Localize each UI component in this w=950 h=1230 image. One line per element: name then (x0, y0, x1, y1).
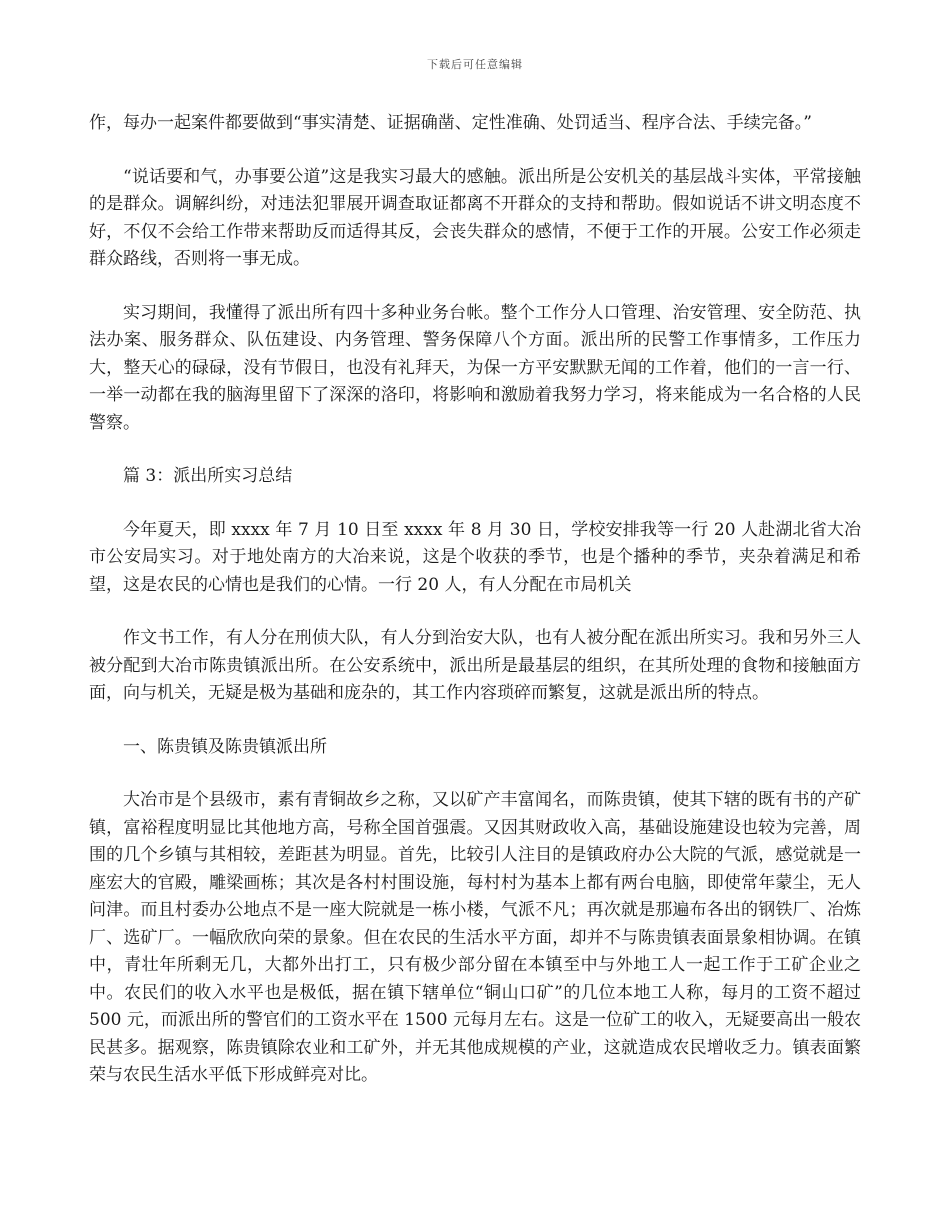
paragraph: “说话要和气，办事要公道”这是我实习最大的感触。派出所是公安机关的基层战斗实体，平常接触的是群众。调解纠纷，对违法犯罪展开调查取证都离不开群众的支持和帮助。假如说话不讲文明态度不好，不仅不会给工作带来帮助反而适得其反，会丧失群众的感情，不便于工作的开展。公安工作必须走群众路线，否则将一事无成。 (89, 166, 861, 269)
section-heading: 一、陈贵镇及陈贵镇派出所 (123, 736, 327, 757)
paragraph: 作文书工作，有人分在刑侦大队，有人分到治安大队，也有人被分配在派出所实习。我和另外三人被分配到大冶市陈贵镇派出所。在公安系统中，派出所是最基层的组织，在其所处理的食物和接触面方面，向与机关，无疑是极为基础和庞杂的，其工作内容琐碎而繁复，这就是派出所的特点。 (89, 628, 861, 703)
document-body (89, 110, 861, 1116)
paragraph: 今年夏天，即 xxxx 年 7 月 10 日至 xxxx 年 8 月 30 日，学校安排我等一行 20 人赴湖北省大冶市公安局实习。对于地处南方的大冶来说，这是个收获的季节，也是个播种的季节，夹杂着满足和希望，这是农民的心情也是我们的心情。一行 20 人，有人分配在市局机关 (89, 519, 861, 595)
section-heading: 篇 3：派出所实习总结 (123, 466, 293, 486)
page-header: 下载后可任意编辑 (427, 58, 523, 71)
paragraph-continuation: 作，每办一起案件都要做到“事实清楚、证据确凿、定性准确、处罚适当、程序合法、手续完备。” (89, 113, 812, 133)
paragraph: 实习期间，我懂得了派出所有四十多种业务台帐。整个工作分人口管理、治安管理、安全防范、执法办案、服务群众、队伍建设、内务管理、警务保障八个方面。派出所的民警工作事情多，工作压力大，整天心的碌碌，没有节假日，也没有礼拜天，为保一方平安默默无闻的工作着，他们的一言一行、一举一动都在我的脑海里留下了深深的洛印，将影响和激励着我努力学习，将来能成为一名合格的人民警察。 (89, 302, 861, 433)
paragraph: 大冶市是个县级市，素有青铜故乡之称，又以矿产丰富闻名，而陈贵镇，使其下辖的既有书的产矿镇，富裕程度明显比其他地方高，号称全国首强震。又因其财政收入高，基础设施建设也较为完善，周围的几个乡镇与其相较，差距甚为明显。首先，比较引人注目的是镇政府办公大院的气派，感觉就是一座宏大的官殿，雕梁画栋；其次是各村村围设施，每村村为基本上都有两台电脑，即使常年蒙尘，无人问津。而且村委办公地点不是一座大院就是一栋小楼，气派不凡；再次就是那遍布各出的钢铁厂、冶炼厂、选矿厂。一幅欣欣向荣的景象。但在农民的生活水平方面，却并不与陈贵镇表面景象相协调。在镇中，青壮年所剩无几，大都外出打工，只有极少部分留在本镇至中与外地工人一起工作于工矿企业之中。农民们的收入水平也是极低，据在镇下辖单位“铜山口矿”的几位本地工人称，每月的工资不超过 500 元，而派出所的警官们的工资水平在 1500 元每月左右。这是一位矿工的收入，无疑要高出一般农民甚多。据观察，陈贵镇除农业和工矿外，并无其他成规模的产业，这就造成农民增收乏力。镇表面繁荣与农民生活水平低下形成鲜亮对比。 (89, 790, 861, 1085)
